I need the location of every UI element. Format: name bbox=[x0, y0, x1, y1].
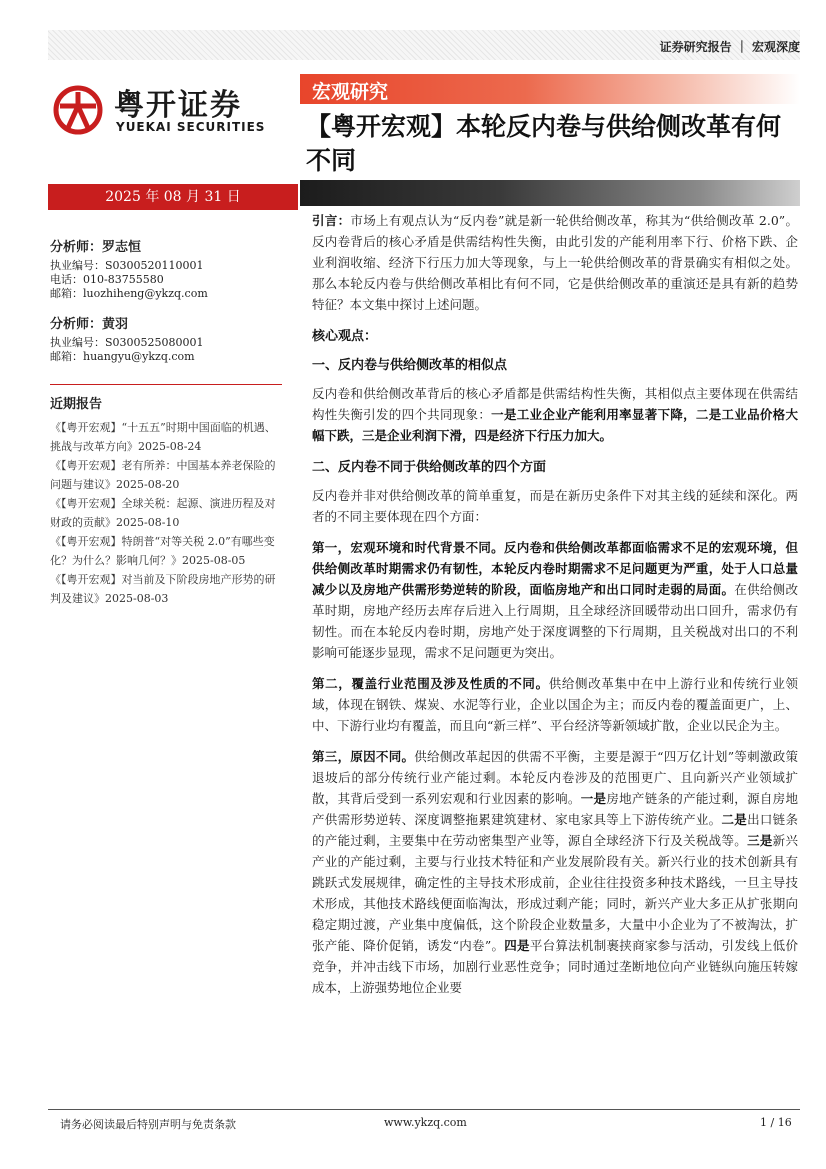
point-1-emphasis: 第一，宏观环境和时代背景不同。反内卷和供给侧改革都面临需求不足的宏观环境，但供给侧改革时期需求仍有韧性，本轮反内卷时期需求不足问题更为严重，处于人口总量减少以及房地产供需形势逆转的阶段，面临房地产和出口同时走弱的局面。 bbox=[312, 540, 798, 597]
point-2-paragraph bbox=[312, 673, 798, 736]
recent-report-item[interactable]: 《【粤开宏观】“十五五”时期中国面临的机遇、挑战与改革方向》2025-08-24 bbox=[50, 421, 276, 453]
analyst-phone: 电话：010-83755580 bbox=[50, 273, 164, 286]
analyst-license: 执业编号：S0300520110001 bbox=[50, 259, 204, 272]
footer-website[interactable]: www.ykzq.com bbox=[384, 1116, 467, 1129]
section-2-heading: 二、反内卷不同于供给侧改革的四个方面 bbox=[312, 460, 547, 475]
section-1-paragraph bbox=[312, 383, 798, 446]
point-3-sub-1-label: 一是 bbox=[580, 791, 607, 806]
recent-report-item[interactable]: 《【粤开宏观】全球关税：起源、演进历程及对财政的贡献》2025-08-10 bbox=[50, 497, 276, 529]
recent-report-item[interactable]: 《【粤开宏观】老有所养：中国基本养老保险的问题与建议》2025-08-20 bbox=[50, 459, 276, 491]
section-1-emphasis: 一是工业企业产能利用率显著下降，二是工业品价格大幅下跌，三是企业利润下滑，四是经济下行压力加大。 bbox=[312, 407, 798, 443]
analyst-email: 邮箱：huangyu@ykzq.com bbox=[50, 350, 195, 363]
intro-paragraph bbox=[312, 210, 798, 315]
point-3-sub-2-text: 出口链条的产能过剩，主要集中在劳动密集型产业等，源自全球经济下行及关税战等。 bbox=[312, 812, 798, 848]
analyst-card bbox=[50, 236, 282, 301]
title-underline-bar bbox=[300, 180, 800, 206]
sidebar bbox=[50, 236, 282, 608]
report-title: 【粤开宏观】本轮反内卷与供给侧改革有何不同 bbox=[306, 112, 782, 175]
recent-reports-list bbox=[50, 418, 282, 608]
yuekai-logo bbox=[52, 82, 282, 138]
point-3-sub-3-text: 新兴产业的产能过剩，主要与行业技术特征和产业发展阶段有关。新兴行业的技术创新具有跳跃式发展规律，确定性的主导技术形成前，企业往往投资多种技术路线，一旦主导技术形成，其他技术路线便面临淘汰，形成过剩产能；同时，新兴产业大多正从扩张期向稳定期过渡，产业集中度偏低，这个阶段企业数量多，大量中小企业为了不被淘汰，扩张产能、降价促销，诱发“内卷”。 bbox=[312, 833, 798, 953]
section-1-heading: 一、反内卷与供给侧改革的相似点 bbox=[312, 358, 508, 373]
point-3-sub-4-label: 四是 bbox=[504, 938, 530, 953]
doc-type-label: 证券研究报告 ｜ 宏观深度 bbox=[659, 40, 800, 54]
recent-report-item[interactable]: 《【粤开宏观】对当前及下阶段房地产形势的研判及建议》2025-08-03 bbox=[50, 573, 276, 605]
footer-disclaimer[interactable]: 请务必阅读最后特别声明与免责条款 bbox=[60, 1118, 236, 1131]
section-1-text: 反内卷和供给侧改革背后的核心矛盾都是供需结构性失衡，其相似点主要体现在供需结构性失衡引发的四个共同现象： bbox=[312, 386, 798, 422]
logo-chinese-name: 粤开证券 bbox=[114, 88, 242, 123]
category-label: 宏观研究 bbox=[312, 81, 389, 103]
point-3-sub-3-label: 三是 bbox=[747, 833, 773, 848]
report-date: 2025 年 08 月 31 日 bbox=[48, 184, 298, 210]
section-2-intro: 反内卷并非对供给侧改革的简单重复，而是在新历史条件下对其主线的延续和深化。两者的不同主要体现在四个方面： bbox=[312, 488, 798, 524]
point-2-emphasis: 第二，覆盖行业范围及涉及性质的不同。 bbox=[312, 676, 549, 691]
category-banner bbox=[300, 74, 800, 104]
point-3-paragraph bbox=[312, 746, 798, 998]
point-1-text: 在供给侧改革时期，房地产经历去库存后进入上行周期，且全球经济回暖带动出口回升，需求仍有韧性。而在本轮反内卷时期，房地产处于深度调整的下行周期，且关税战对出口的不利影响可能逐步显现，需求不足问题更为突出。 bbox=[312, 582, 798, 660]
point-3-emphasis: 第三，原因不同。 bbox=[312, 749, 415, 764]
yuekai-logo-mark-icon bbox=[52, 84, 104, 136]
intro-text: 市场上有观点认为“反内卷”就是新一轮供给侧改革，称其为“供给侧改革 2.0”。反内卷背后的核心矛盾是供需结构性失衡，由此引发的产能利用率下行、价格下跌、企业利润收缩、经济下行压力加大等现象，与上一轮供给侧改革的背景确实有相似之处。那么本轮反内卷与供给侧改革相比有何不同，它是供给侧改革的重演还是具有新的趋势特征？本文集中探讨上述问题。 bbox=[312, 213, 798, 312]
page-number: 1 / 16 bbox=[760, 1116, 792, 1129]
analyst-name: 分析师：罗志恒 bbox=[50, 240, 142, 255]
point-3-sub-2-label: 二是 bbox=[721, 812, 748, 827]
footer-divider bbox=[48, 1109, 800, 1110]
core-views-heading: 核心观点： bbox=[312, 329, 378, 344]
point-3-sub-4-text: 平台算法机制裹挟商家参与活动，引发线上低价竞争，并冲击线下市场，加剧行业恶性竞争；同时通过垄断地位向产业链纵向施压转嫁成本，上游强势地位企业要 bbox=[312, 938, 798, 995]
analyst-email: 邮箱：luozhiheng@ykzq.com bbox=[50, 287, 208, 300]
intro-label: 引言： bbox=[312, 213, 351, 228]
analyst-license: 执业编号：S0300525080001 bbox=[50, 336, 204, 349]
point-3-text-a: 供给侧改革起因的供需不平衡，主要是源于“四万亿计划”等刺激政策退坡后的部分传统行业产能过剩。本轮反内卷涉及的范围更广、且向新兴产业领域扩散，其背后受到一系列宏观和行业因素的影响。 bbox=[312, 749, 798, 806]
report-body bbox=[312, 210, 798, 1008]
recent-reports-heading: 近期报告 bbox=[50, 384, 282, 412]
recent-report-item[interactable]: 《【粤开宏观】特朗普“对等关税 2.0”有哪些变化？为什么？影响几何？》2025-08-05 bbox=[50, 535, 275, 567]
analyst-card bbox=[50, 313, 282, 364]
logo-english-name: YUEKAI SECURITIES bbox=[116, 120, 266, 134]
point-1-paragraph bbox=[312, 537, 798, 663]
point-2-text: 供给侧改革集中在中上游行业和传统行业领域，体现在钢铁、煤炭、水泥等行业，企业以国企为主；而反内卷的覆盖面更广，上、中、下游行业均有覆盖，而且向“新三样”、平台经济等新领域扩散，企业以民企为主。 bbox=[312, 676, 798, 733]
point-3-sub-1-text: 房地产链条的产能过剩，源自房地产供需形势逆转、深度调整拖累建筑建材、家电家具等上下游传统产业。 bbox=[312, 791, 798, 827]
analyst-name: 分析师：黄羽 bbox=[50, 317, 129, 332]
